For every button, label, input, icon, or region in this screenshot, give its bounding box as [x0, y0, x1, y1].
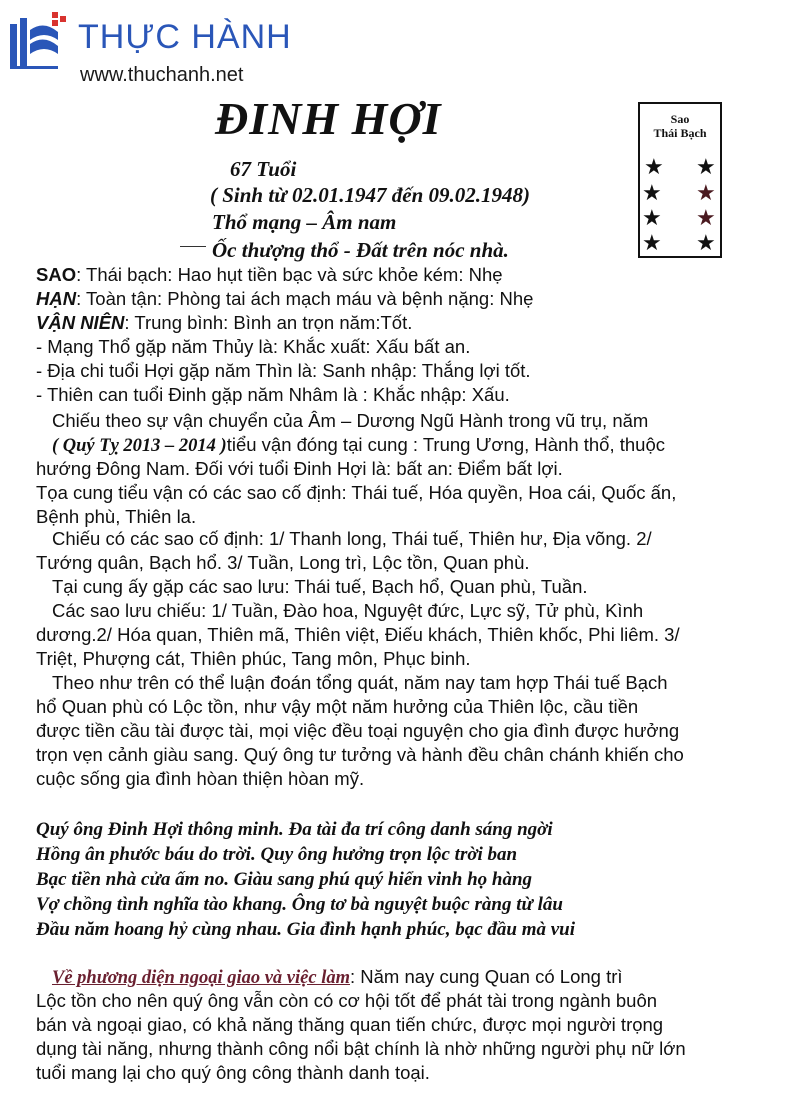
p6-line4: trọn vẹn cảnh giàu sang. Quý ông tư tưởng và hành đều chân chánh khiến cho [36, 744, 684, 765]
star-icon: ★ [696, 230, 716, 255]
p5-line3: Triệt, Phượng cát, Thiên phúc, Tang môn, Phục binh. [36, 648, 471, 669]
star-icon: ★ [642, 205, 662, 230]
star-icon: ★ [696, 154, 716, 179]
thuchanh-logo-icon [8, 10, 70, 72]
poem-line5: Đầu năm hoang hỷ cùng nhau. Gia đình hạnh phúc, bạc đầu mà vui [36, 919, 576, 940]
star-box-title-line1: Sao [670, 112, 690, 126]
career-line2: Lộc tồn cho nên quý ông vẫn còn có cơ hội tốt để phát tài trong ngành buôn [36, 990, 658, 1011]
career-line5: tuổi mang lại cho quý ông công thành danh toại. [36, 1062, 430, 1083]
p6-line2: hổ Quan phù có Lộc tồn, như vậy một năm hưởng của Thiên lộc, cầu tiền [36, 696, 639, 717]
star-icon: ★ [642, 230, 662, 255]
age-label: 67 Tuổi [230, 157, 297, 181]
brand-url[interactable]: www.thuchanh.net [80, 64, 244, 86]
star-icon: ★ [696, 205, 716, 230]
sao-text: : Thái bạch: Hao hụt tiền bạc và sức khỏe kém: Nhẹ [76, 264, 503, 285]
van-nien-label: VẬN NIÊN [36, 312, 125, 333]
star-icon: ★ [696, 180, 716, 205]
star-box [638, 102, 722, 258]
p6-line1: Theo như trên có thể luận đoán tổng quát, năm nay tam hợp Thái tuế Bạch [52, 672, 668, 693]
career-line4: dụng tài năng, nhưng thành công nổi bật chính là nhờ những người phụ nữ lớn [36, 1038, 686, 1059]
dia-chi-note: - Địa chi tuổi Hợi gặp năm Thìn là: Sanh nhập: Thắng lợi tốt. [36, 360, 531, 381]
han-text: : Toàn tận: Phòng tai ách mạch máu và bệnh nặng: Nhẹ [76, 288, 534, 309]
poem-line2: Hồng ân phước báu do trời. Quy ông hưởng trọn lộc trời ban [36, 844, 518, 865]
p1-line3: hướng Đông Nam. Đối với tuổi Đinh Hợi là: bất an: Điểm bất lợi. [36, 458, 563, 479]
element-label: Ốc thượng thổ - Đất trên nóc nhà. [212, 238, 509, 262]
p6-line5: cuộc sống gia đình hòan thiện hòan mỹ. [36, 768, 365, 789]
p5-line1: Các sao lưu chiếu: 1/ Tuần, Đào hoa, Nguyệt đức, Lực sỹ, Tử phù, Kình [52, 600, 644, 621]
sao-label: SAO [36, 264, 77, 285]
star-icon: ★ [644, 154, 664, 179]
year-label: ( Quý Tỵ 2013 – 2014 ) [52, 436, 227, 456]
p2-line2: Bệnh phù, Thiên la. [36, 506, 197, 527]
sao-line [36, 264, 503, 286]
p3-line1: Chiếu có các sao cố định: 1/ Thanh long, Thái tuế, Thiên hư, Địa võng. 2/ [52, 528, 652, 549]
star-icon: ★ [642, 180, 662, 205]
han-label: HẠN [36, 288, 77, 309]
thien-can-note: - Thiên can tuổi Đinh gặp năm Nhâm là : Khắc nhập: Xấu. [36, 384, 510, 405]
star-box-title [640, 112, 720, 140]
career-line1-text: : Năm nay cung Quan có Long trì [350, 966, 623, 987]
star-box-title-line2: Thái Bạch [653, 126, 707, 140]
birth-range: ( Sinh từ 02.01.1947 đến 09.02.1948) [210, 183, 531, 207]
poem-line1: Quý ông Đinh Hợi thông minh. Đa tài đa trí công danh sáng ngời [36, 819, 553, 840]
career-line3: bán và ngoại giao, có khả năng thăng quan tiến chức, được mọi người trọng [36, 1014, 664, 1035]
p5-line2: dương.2/ Hóa quan, Thiên mã, Thiên việt, Điếu khách, Thiên khốc, Phi liêm. 3/ [36, 624, 680, 645]
p2-line1: Tọa cung tiểu vận có các sao cố định: Thái tuế, Hóa quyền, Hoa cái, Quốc ấn, [36, 482, 677, 503]
p6-line3: được tiền cầu tài được tài, mọi việc đều toại nguyện cho gia đình được hưởng [36, 720, 680, 741]
van-nien-line [36, 312, 412, 334]
page-title: ĐINH HỢI [215, 93, 442, 144]
menh-note: - Mạng Thổ gặp năm Thủy là: Khắc xuất: Xấu bất an. [36, 336, 471, 357]
career-heading: Về phương diện ngoại giao và việc làm [52, 968, 350, 988]
p4-line1: Tại cung ấy gặp các sao lưu: Thái tuế, Bạch hổ, Quan phù, Tuần. [52, 576, 588, 597]
menh-label: Thổ mạng – Âm nam [212, 210, 397, 234]
career-line1 [52, 966, 623, 989]
p1-line1: Chiếu theo sự vận chuyển của Âm – Dương Ngũ Hành trong vũ trụ, năm [52, 410, 649, 431]
p1-line2-text: tiểu vận đóng tại cung : Trung Ương, Hành thổ, thuộc [226, 434, 666, 455]
brand-name: THỰC HÀNH [78, 18, 292, 56]
van-nien-text: : Trung bình: Bình an trọn năm:Tốt. [124, 312, 413, 333]
han-line [36, 288, 533, 310]
p1-line2 [52, 434, 665, 457]
poem-line3: Bạc tiền nhà cửa ấm no. Giàu sang phú quý hiển vinh họ hàng [36, 869, 533, 890]
decorative-dash [180, 246, 206, 247]
p3-line2: Tướng quân, Bạch hổ. 3/ Tuần, Long trì, Lộc tồn, Quan phù. [36, 552, 530, 573]
poem-line4: Vợ chồng tình nghĩa tào khang. Ông tơ bà nguyệt buộc ràng từ lâu [36, 894, 563, 915]
